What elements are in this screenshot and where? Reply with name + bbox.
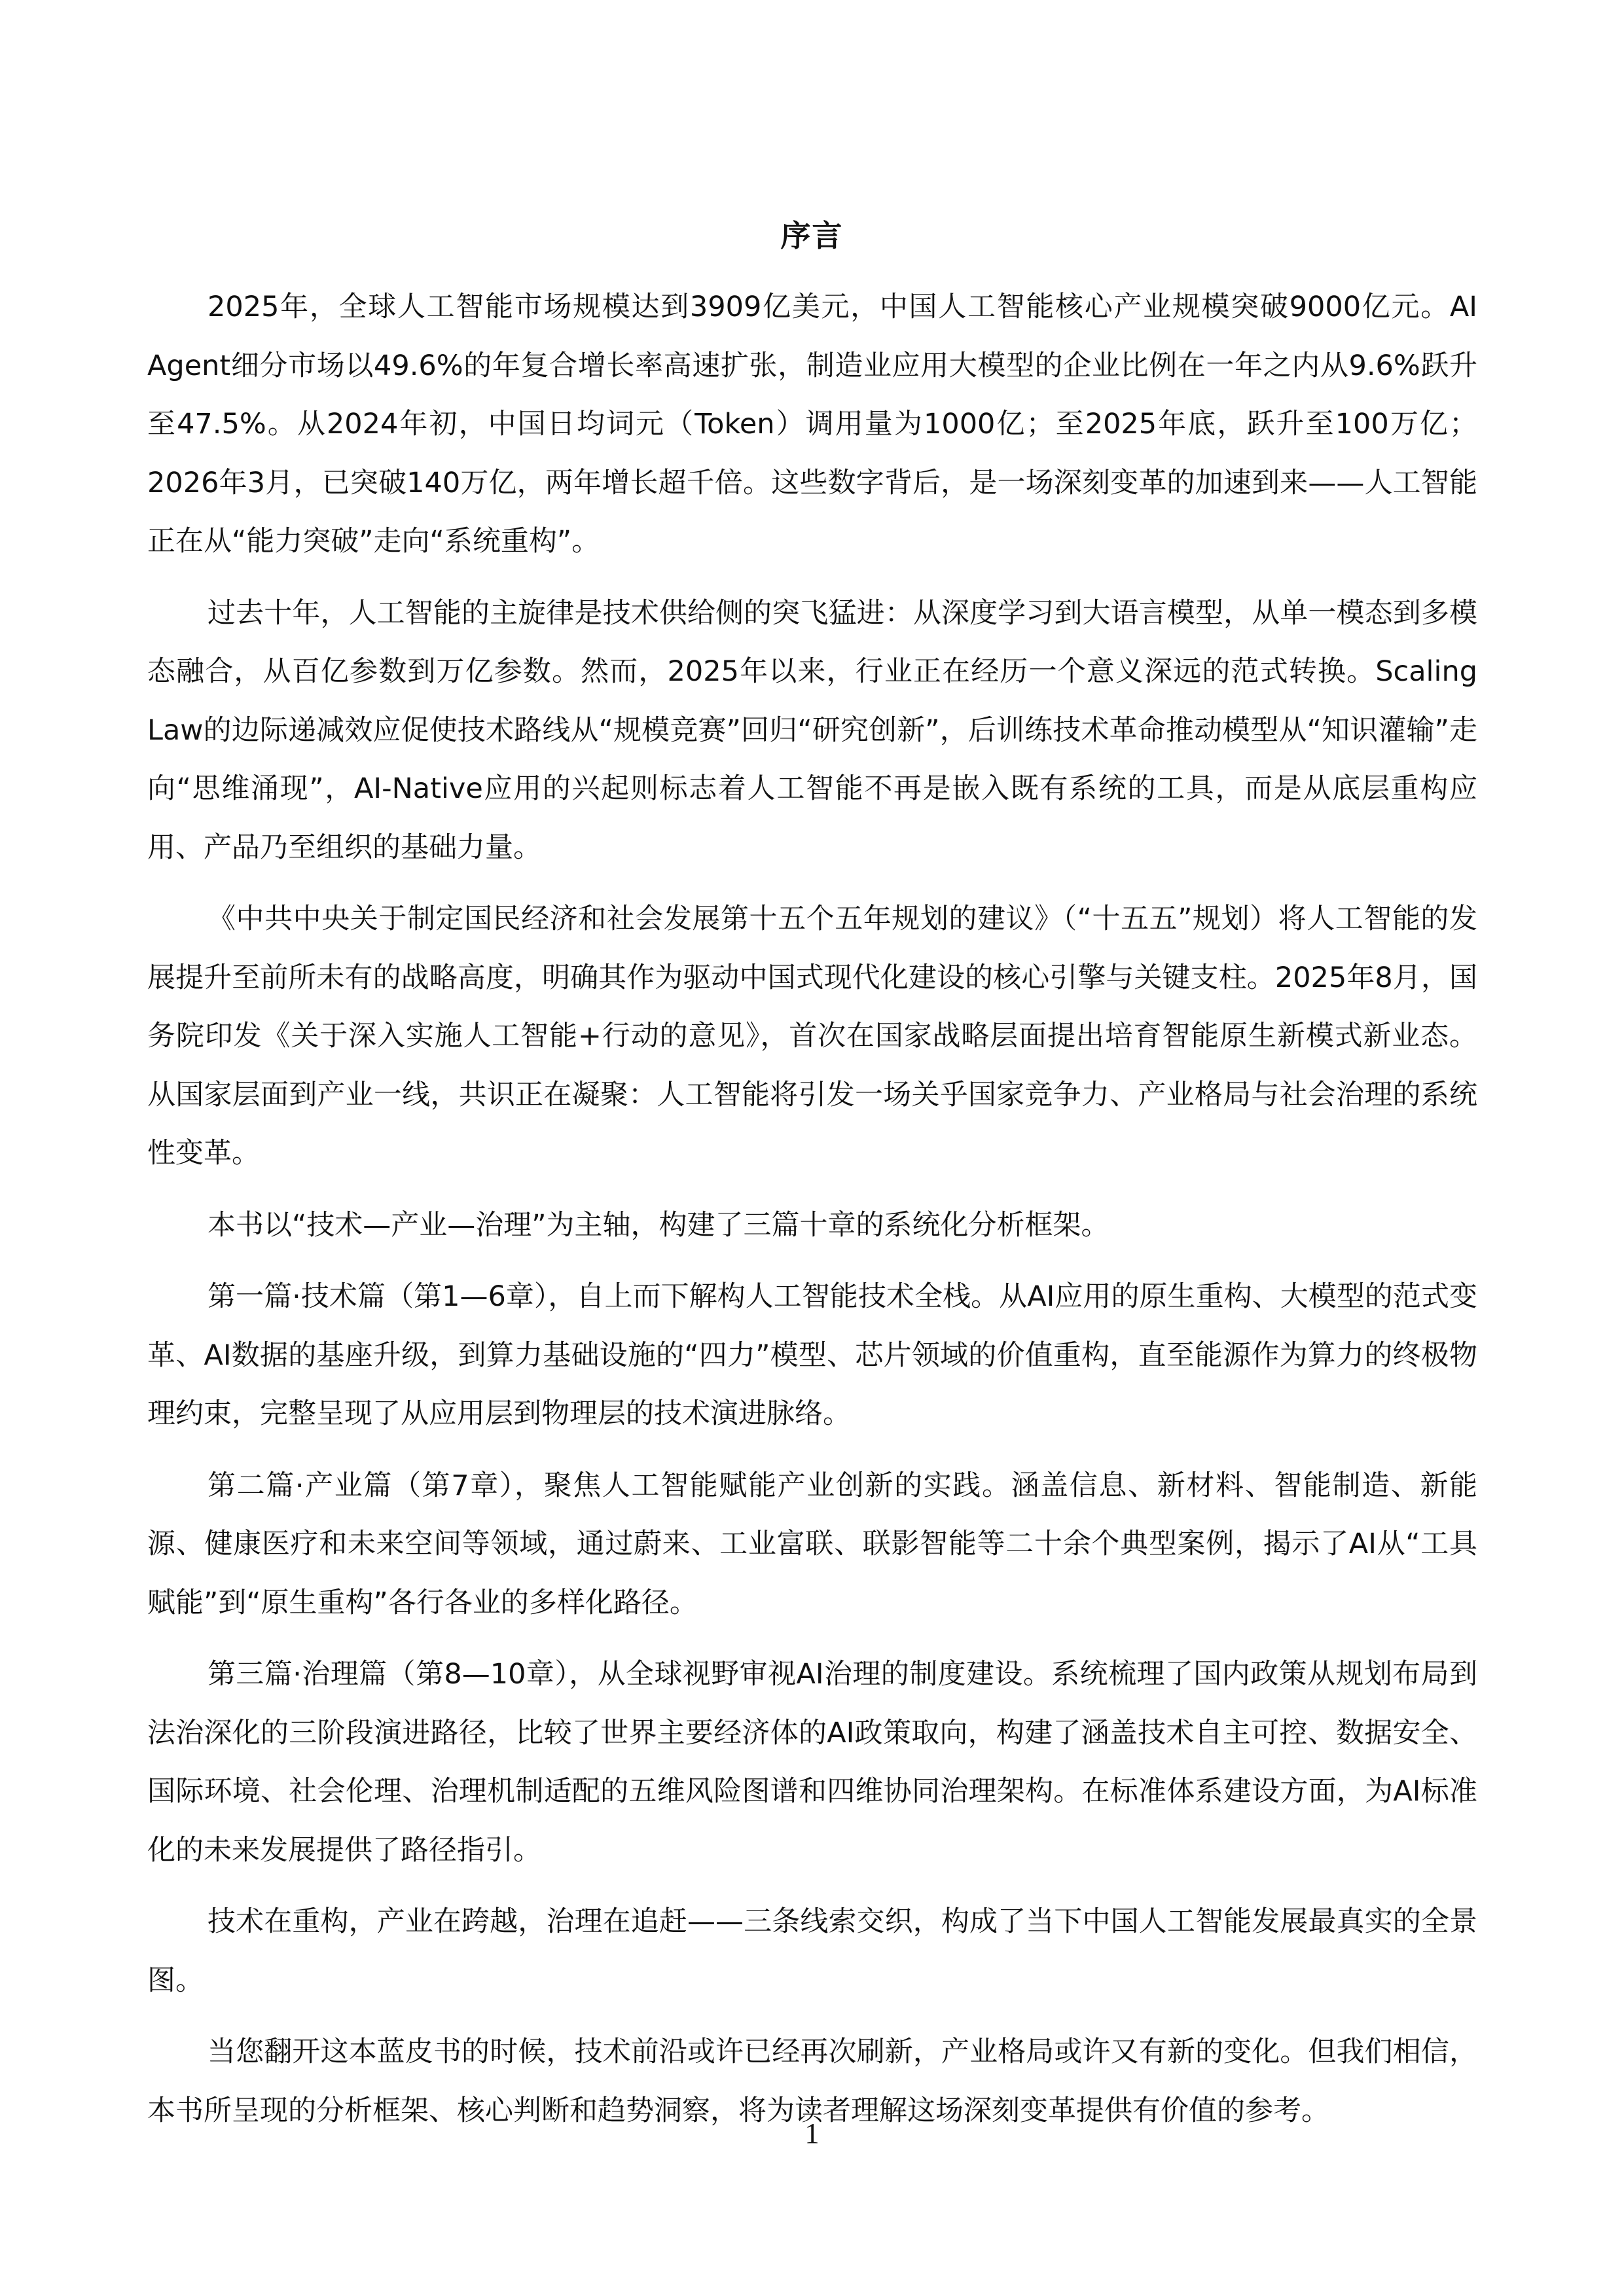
page-number: 1: [804, 2117, 820, 2149]
paragraph-industry-part: 第二篇·产业篇（第7章），聚焦人工智能赋能产业创新的实践。涵盖信息、新材料、智能制造、新能源、健康医疗和未来空间等领域，通过蔚来、工业富联、联影智能等二十余个典型案例，揭示了AI从“工具赋能”到“原生重构”各行各业的多样化路径。: [147, 1469, 1477, 1619]
paragraph-summary: 技术在重构，产业在跨越，治理在追赶——三条线索交织，构成了当下中国人工智能发展最真实的全景图。: [147, 1905, 1477, 1997]
paragraph-governance-part: 第三篇·治理篇（第8—10章），从全球视野审视AI治理的制度建设。系统梳理了国内政策从规划布局到法治深化的三阶段演进路径，比较了世界主要经济体的AI政策取向，构建了涵盖技术自主可控、数据安全、国际环境、社会伦理、治理机制适配的五维风险图谱和四维协同治理架构。在标准体系建设方面，为AI标准化的未来发展提供了路径指引。: [147, 1658, 1477, 1867]
paragraph-market-size: 2025年，全球人工智能市场规模达到3909亿美元，中国人工智能核心产业规模突破9000亿元。AI Agent细分市场以49.6%的年复合增长率高速扩张，制造业应用大模型的企业比例在一年之内从9.6%跃升至47.5%。从2024年初，中国日均词元（Token）调用量为1000亿；至2025年底，跃升至100万亿；2026年3月，已突破140万亿，两年增长超千倍。这些数字背后，是一场深刻变革的加速到来——人工智能正在从“能力突破”走向“系统重构”。: [147, 291, 1477, 558]
body-text: [147, 278, 1477, 2153]
paragraph-national-strategy: 《中共中央关于制定国民经济和社会发展第十五个五年规划的建议》（“十五五”规划）将人工智能的发展提升至前所未有的战略高度，明确其作为驱动中国式现代化建设的核心引擎与关键支柱。2025年8月，国务院印发《关于深入实施人工智能+行动的意见》，首次在国家战略层面提出培育智能原生新模式新业态。从国家层面到产业一线，共识正在凝聚：人工智能将引发一场关乎国家竞争力、产业格局与社会治理的系统性变革。: [147, 903, 1477, 1170]
paragraph-paradigm-shift: 过去十年，人工智能的主旋律是技术供给侧的突飞猛进：从深度学习到大语言模型，从单一模态到多模态融合，从百亿参数到万亿参数。然而，2025年以来，行业正在经历一个意义深远的范式转换。Scaling Law的边际递减效应促使技术路线从“规模竞赛”回归“研究创新”，后训练技术革命推动模型从“知识灌输”走向“思维涌现”，AI-Native应用的兴起则标志着人工智能不再是嵌入既有系统的工具，而是从底层重构应用、产品乃至组织的基础力量。: [147, 596, 1477, 864]
page-title: 序言: [780, 218, 844, 253]
paragraph-closing: 当您翻开这本蓝皮书的时候，技术前沿或许已经再次刷新，产业格局或许又有新的变化。但我们相信，本书所呈现的分析框架、核心判断和趋势洞察，将为读者理解这场深刻变革提供有价值的参考。: [147, 2036, 1477, 2127]
paragraph-technology-part: 第一篇·技术篇（第1—6章），自上而下解构人工智能技术全栈。从AI应用的原生重构、大模型的范式变革、AI数据的基座升级，到算力基础设施的“四力”模型、芯片领域的价值重构，直至能源作为算力的终极物理约束，完整呈现了从应用层到物理层的技术演进脉络。: [147, 1280, 1477, 1430]
paragraph-book-framework: 本书以“技术—产业—治理”为主轴，构建了三篇十章的系统化分析框架。: [208, 1208, 1110, 1242]
